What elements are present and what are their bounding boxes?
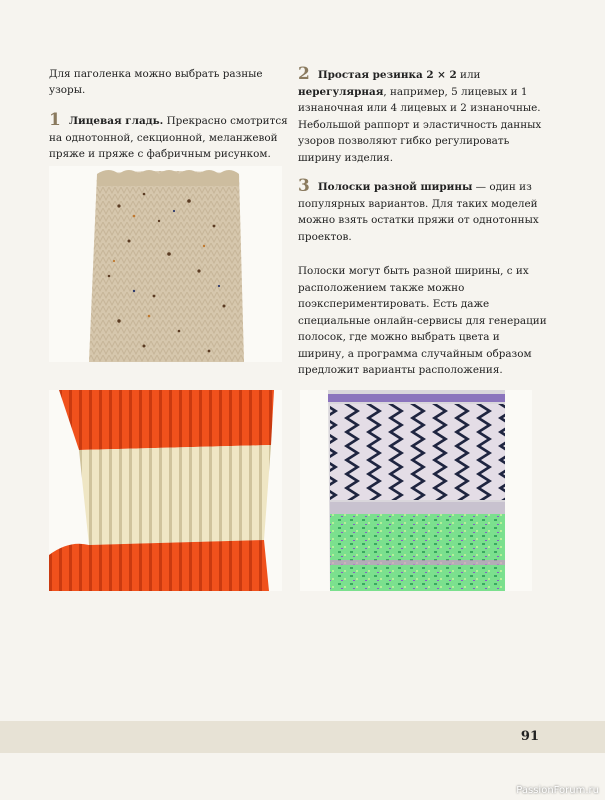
photo-stripes-sock <box>300 390 532 591</box>
left-column <box>49 66 289 171</box>
stripes-sock-illustration <box>300 390 532 591</box>
item-1-number: 1 <box>49 110 61 130</box>
item-3-number: 3 <box>298 176 310 196</box>
watermark: PassionForum.ru <box>516 785 599 796</box>
photo-stockinette-sock <box>49 166 282 362</box>
intro-text: Для паголенка можно выбрать разные узоры. <box>49 68 263 96</box>
item-1-title: Лицевая гладь. <box>68 115 164 127</box>
photo-rib-sock <box>49 390 282 591</box>
item-1 <box>49 112 289 163</box>
right-column <box>298 66 548 379</box>
page-number: 91 <box>520 729 539 744</box>
item-2-text: , например, 5 лицевых и 1 изнаночная или 4 лицевых и 2 изнаночные. Небольшой раппорт и эластичность данных узоров позволяют гибко регулировать ширину изделия. <box>298 85 542 164</box>
item-2-title-b: нерегулярная <box>298 85 384 98</box>
item-3-title: Полоски разной ширины <box>317 181 473 193</box>
footer-band <box>0 721 605 753</box>
item-2-title-a: Простая резинка 2 × 2 <box>317 69 457 81</box>
item-2 <box>298 66 548 166</box>
item-3-text: — один из популярных вариантов. Для таких моделей можно взять остатки пряжи от однотонных проектов. <box>298 181 539 243</box>
item-2-number: 2 <box>298 64 310 84</box>
item-2-connector: или <box>456 69 481 81</box>
stockinette-sock-illustration <box>49 166 282 362</box>
rib-sock-illustration <box>49 390 282 591</box>
stripes-paragraph: Полоски могут быть разной ширины, с их расположением также можно поэкспериментировать. Есть даже специальные онлайн-сервисы для генерации полосок, где можно выбрать цвета и ширину, а программа случайным образом предложит варианты расположения. <box>298 265 547 376</box>
item-1-text: Прекрасно смотрится на однотонной, секционной, меланжевой пряже и пряже с фабричным рисунком. <box>49 115 288 160</box>
item-3 <box>298 178 548 245</box>
